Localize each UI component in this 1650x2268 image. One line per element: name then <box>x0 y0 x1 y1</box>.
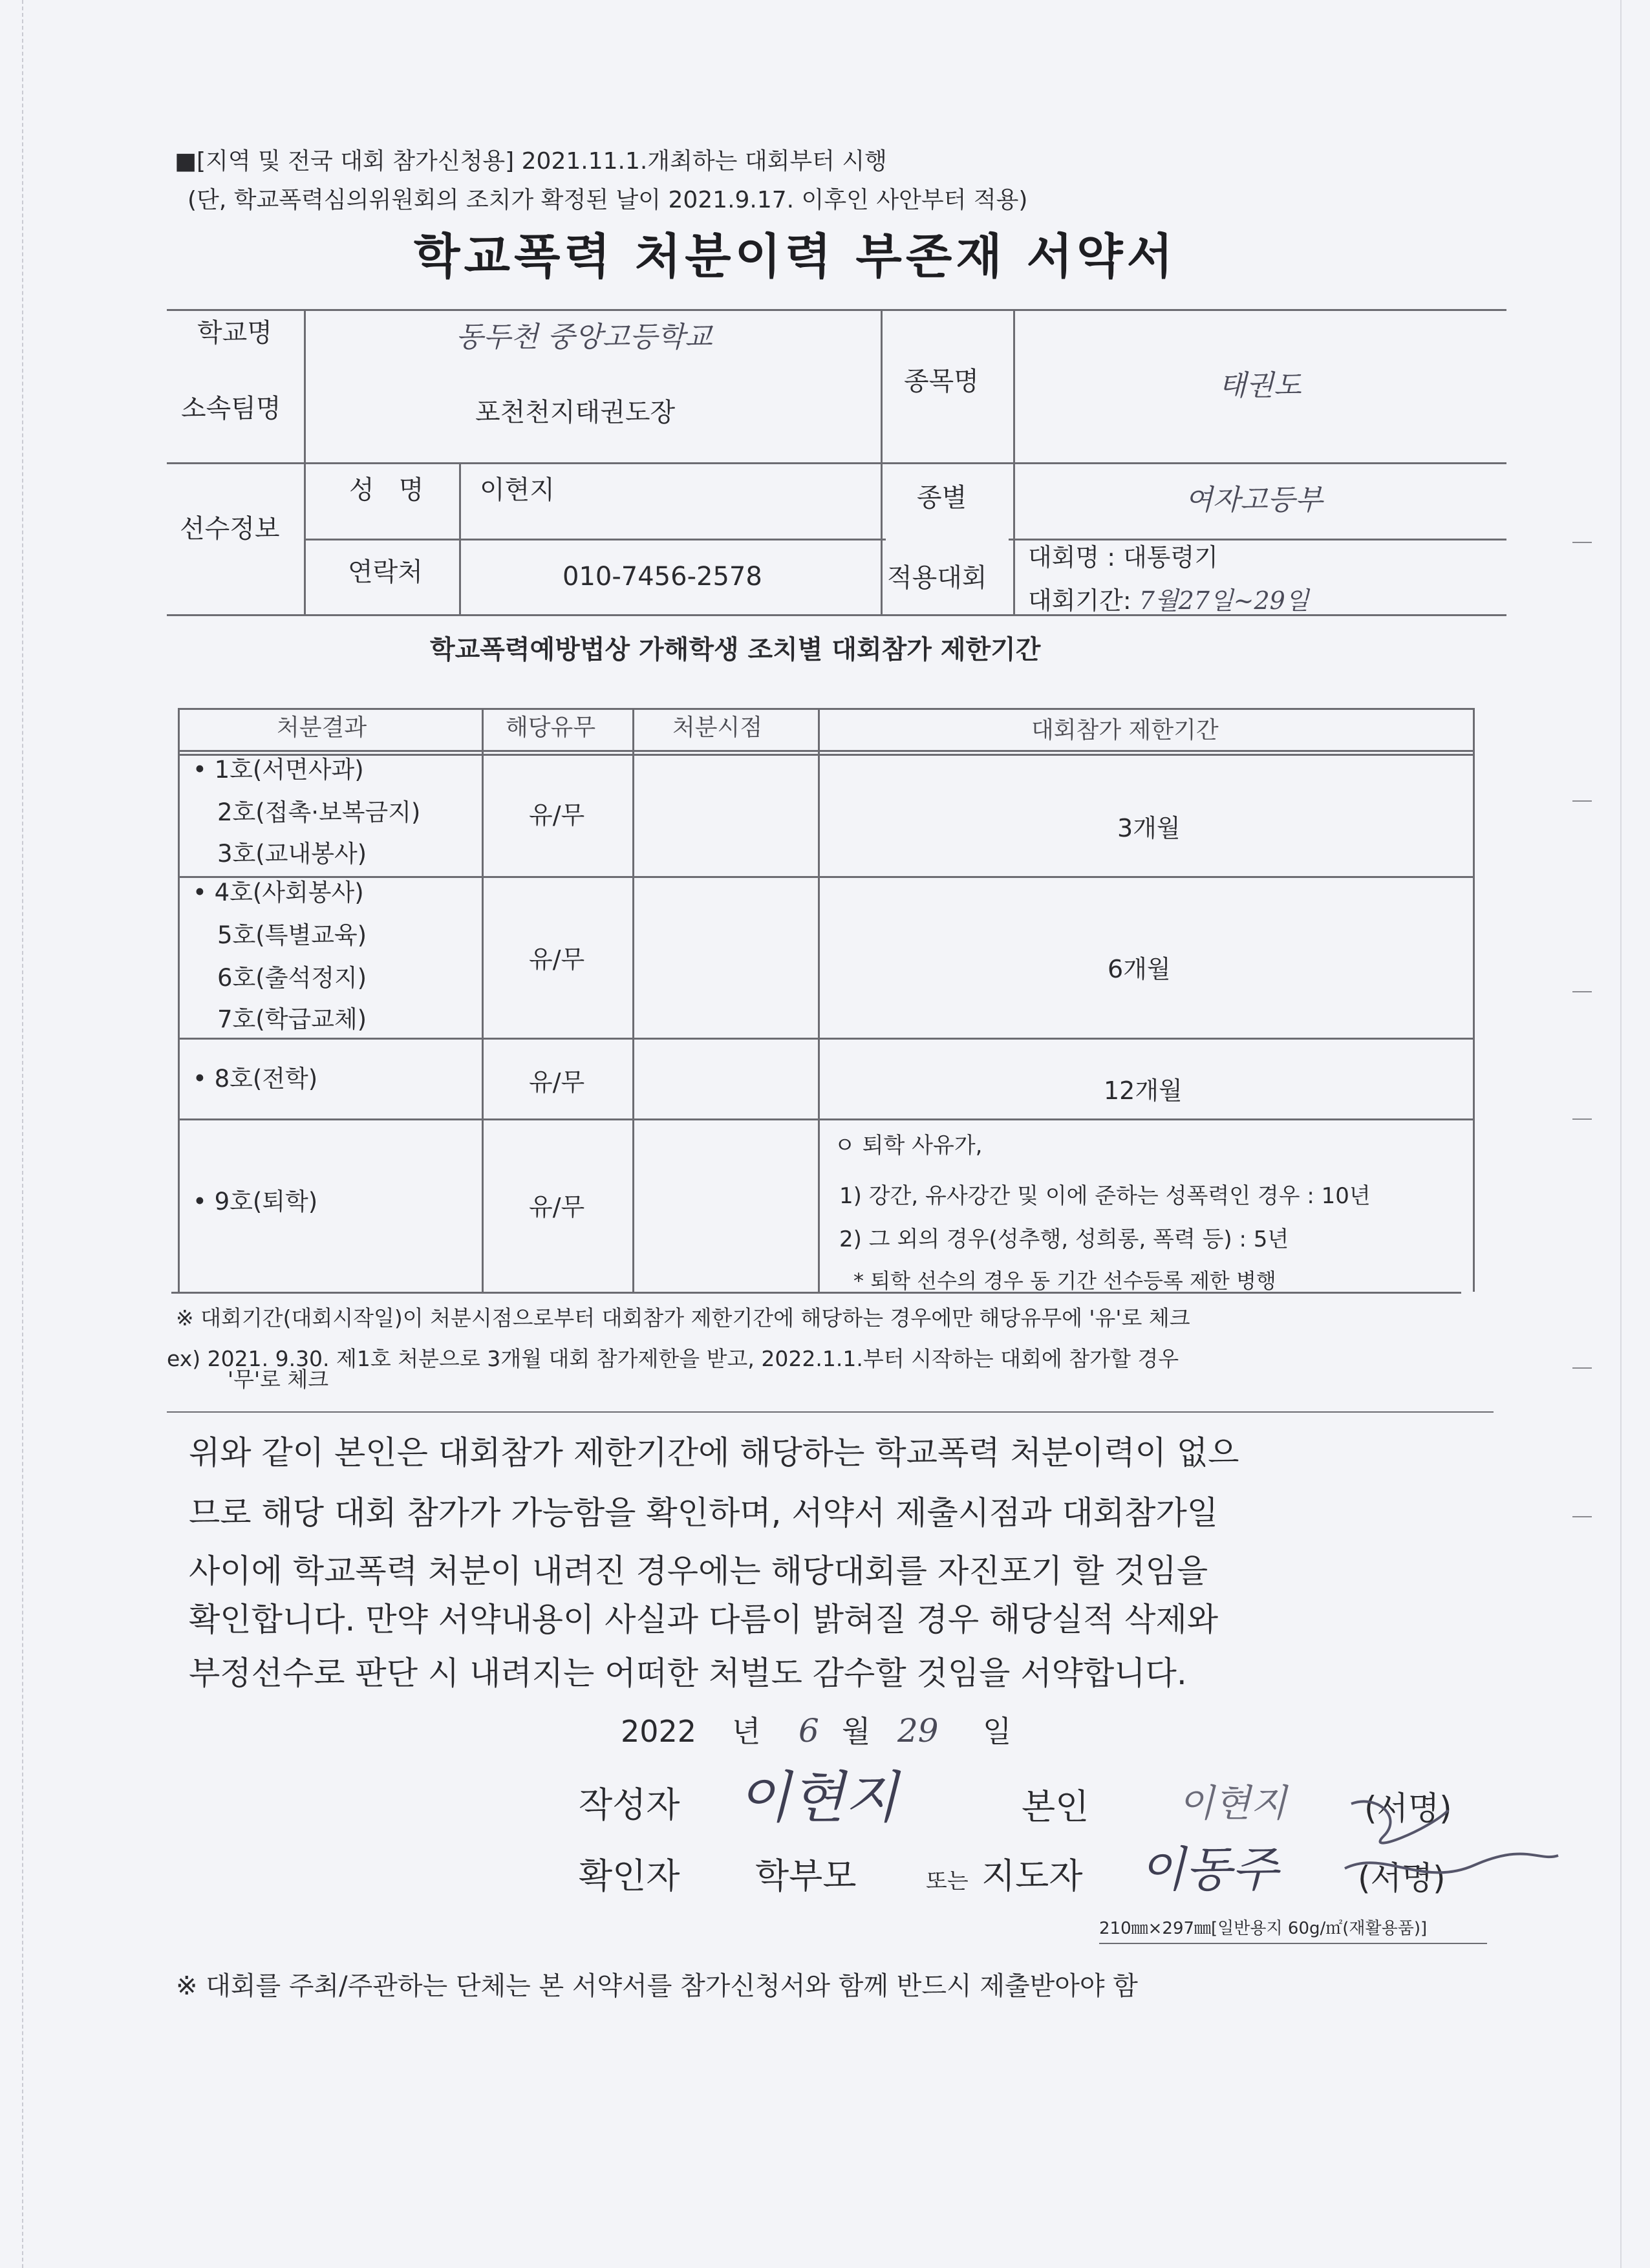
row4-period-line-3: 2) 그 외의 경우(성추행, 성희롱, 폭력 등) : 5년 <box>839 1226 1289 1252</box>
notes-bottom-rule <box>167 1411 1494 1413</box>
pledge-line-1: 위와 같이 본인은 대회참가 제한기간에 해당하는 학교폭력 처분이력이 없으 <box>189 1434 1239 1471</box>
row4-item-1: • 9호(퇴학) <box>193 1188 318 1215</box>
info-col-2 <box>881 309 883 614</box>
coach-label: 지도자 <box>981 1856 1083 1896</box>
table-top-border <box>178 708 1474 710</box>
table-col-4 <box>1473 708 1475 1292</box>
row4-period-line-2: 1) 강간, 유사강간 및 이에 준하는 성폭력인 경우 : 10년 <box>839 1183 1371 1209</box>
competition-period-value: 7월27일~29일 <box>1139 586 1309 615</box>
division-label: 종별 <box>917 483 967 513</box>
date-day: 29 <box>897 1712 939 1749</box>
row1-period: 3개월 <box>1117 814 1181 842</box>
team-label: 소속팀명 <box>181 394 281 423</box>
scan-right-edge <box>1620 0 1622 2268</box>
scan-mark <box>1572 542 1592 543</box>
date-month: 6 <box>798 1712 819 1749</box>
date-year-unit: 년 <box>732 1714 761 1749</box>
info-col-3 <box>1013 309 1015 614</box>
table-col-3 <box>818 708 820 1292</box>
table-col-1 <box>482 708 484 1292</box>
date-day-unit: 일 <box>983 1714 1012 1749</box>
competition-period-label: 대회기간: <box>1028 586 1139 615</box>
contact-label: 연락처 <box>348 557 423 587</box>
info-divider-3 <box>1009 539 1506 540</box>
scan-mark <box>1572 1367 1592 1369</box>
coach-seal: (서명) <box>1358 1859 1446 1897</box>
row1-item-1: • 1호(서면사과) <box>193 756 364 784</box>
event-value: 태권도 <box>1219 369 1302 402</box>
table-row-border-1 <box>178 876 1474 878</box>
scan-left-edge <box>0 0 23 2268</box>
row4-period-line-4: * 퇴학 선수의 경우 동 기간 선수등록 제한 병행 <box>853 1268 1276 1293</box>
table-header-border-double <box>178 754 1474 756</box>
self-label: 본인 <box>1022 1786 1089 1827</box>
row2-period: 6개월 <box>1108 955 1171 983</box>
row3-period: 12개월 <box>1104 1076 1183 1105</box>
division-value: 여자고등부 <box>1185 484 1323 517</box>
header-line-1: ■[지역 및 전국 대회 참가신청용] 2021.11.1.개최하는 대회부터 시행 <box>175 148 887 175</box>
col-header-result: 처분결과 <box>277 714 367 741</box>
section-title: 학교폭력예방법상 가해학생 조치별 대회참가 제한기간 <box>430 635 1041 665</box>
row1-item-3: 3호(교내봉사) <box>217 840 367 868</box>
table-col-2 <box>632 708 634 1292</box>
page-title: 학교폭력 처분이력 부존재 서약서 <box>414 229 1177 284</box>
contact-value: 010-7456-2578 <box>562 562 762 592</box>
table-col-0 <box>178 708 180 1292</box>
competition-label: 적용대회 <box>887 563 987 593</box>
footer-note: ※ 대회를 주최/주관하는 단체는 본 서약서를 참가신청서와 함께 반드시 제출받아야 함 <box>176 1971 1138 2001</box>
event-label: 종목명 <box>904 367 979 396</box>
table-row-border-2 <box>178 1038 1474 1040</box>
row3-item-1: • 8호(전학) <box>193 1065 318 1093</box>
name-value: 이현지 <box>480 475 555 505</box>
row2-item-1: • 4호(사회봉사) <box>193 879 364 906</box>
note-2: ex) 2021. 9.30. 제1호 처분으로 3개월 대회 참가제한을 받고, 2022.1.1.부터 시작하는 대회에 참가할 경우 <box>167 1346 1179 1371</box>
row3-applicable: 유/무 <box>529 1068 585 1097</box>
pledge-line-2: 므로 해당 대회 참가가 가능함을 확인하며, 서약서 제출시점과 대회참가일 <box>189 1494 1219 1532</box>
date-year: 2022 <box>621 1714 697 1749</box>
header-line-2: (단, 학교폭력심의위원회의 조치가 확정된 날이 2021.9.17. 이후인 사안부터 적용) <box>188 187 1028 213</box>
team-value: 포천천지태권도장 <box>475 398 676 427</box>
school-label: 학교명 <box>197 318 272 348</box>
athlete-label: 선수정보 <box>180 514 280 544</box>
info-divider-2 <box>304 539 886 540</box>
competition-name: 대회명 : 대통령기 <box>1028 543 1218 572</box>
guardian-label: 학부모 <box>755 1856 857 1896</box>
pledge-line-5: 부정선수로 판단 시 내려지는 어떠한 처벌도 감수할 것임을 서약합니다. <box>189 1654 1187 1692</box>
scan-mark <box>1572 991 1592 992</box>
row1-item-2: 2호(접촉·보복금지) <box>217 798 421 826</box>
info-col-1 <box>304 309 306 614</box>
scan-mark <box>1572 1516 1592 1517</box>
confirmer-label: 확인자 <box>579 1856 680 1896</box>
competition-period <box>1028 588 1309 613</box>
table-header-border <box>178 750 1474 752</box>
info-divider-1 <box>167 462 1506 464</box>
signature-scribble <box>1325 1791 1571 1933</box>
col-header-applicable: 해당유무 <box>506 714 596 741</box>
row2-item-4: 7호(학급교체) <box>217 1005 367 1033</box>
scan-mark <box>1572 1118 1592 1120</box>
row2-item-2: 5호(특별교육) <box>217 921 367 949</box>
row4-applicable: 유/무 <box>529 1193 585 1221</box>
info-col-4 <box>459 464 461 614</box>
school-value: 동두천 중앙고등학교 <box>456 321 712 354</box>
writer-label: 작성자 <box>579 1784 680 1825</box>
scan-mark <box>1572 800 1592 802</box>
info-top-border <box>167 309 1506 311</box>
pledge-line-3: 사이에 학교폭력 처분이 내려진 경우에는 해당대회를 자진포기 할 것임을 <box>189 1552 1208 1590</box>
or-label: 또는 <box>926 1868 969 1894</box>
self-signature: 이현지 <box>1178 1781 1287 1825</box>
writer-signature: 이현지 <box>737 1766 899 1830</box>
coach-signature: 이동주 <box>1139 1842 1278 1898</box>
col-header-time: 처분시점 <box>672 714 763 741</box>
paper-spec: 210㎜×297㎜[일반용지 60g/㎡(재활용품)] <box>1099 1919 1428 1938</box>
col-header-period: 대회참가 제한기간 <box>1031 717 1219 744</box>
paper-spec-rule <box>1099 1943 1487 1944</box>
table-row-border-3 <box>178 1118 1474 1120</box>
date-month-unit: 월 <box>842 1714 871 1749</box>
row2-item-3: 6호(출석정지) <box>217 964 367 992</box>
row1-applicable: 유/무 <box>529 801 585 829</box>
note-3: '무'로 체크 <box>228 1367 329 1392</box>
name-label: 성 명 <box>349 475 424 505</box>
pledge-line-4: 확인합니다. 만약 서약내용이 사실과 다름이 밝혀질 경우 해당실적 삭제와 <box>189 1601 1219 1638</box>
row2-applicable: 유/무 <box>529 945 585 974</box>
row4-period-line-1: ㅇ 퇴학 사유가, <box>834 1133 983 1159</box>
note-1: ※ 대회기간(대회시작일)이 처분시점으로부터 대회참가 제한기간에 해당하는 경우에만 해당유무에 '유'로 체크 <box>176 1305 1190 1331</box>
self-seal: (서명) <box>1364 1790 1452 1827</box>
